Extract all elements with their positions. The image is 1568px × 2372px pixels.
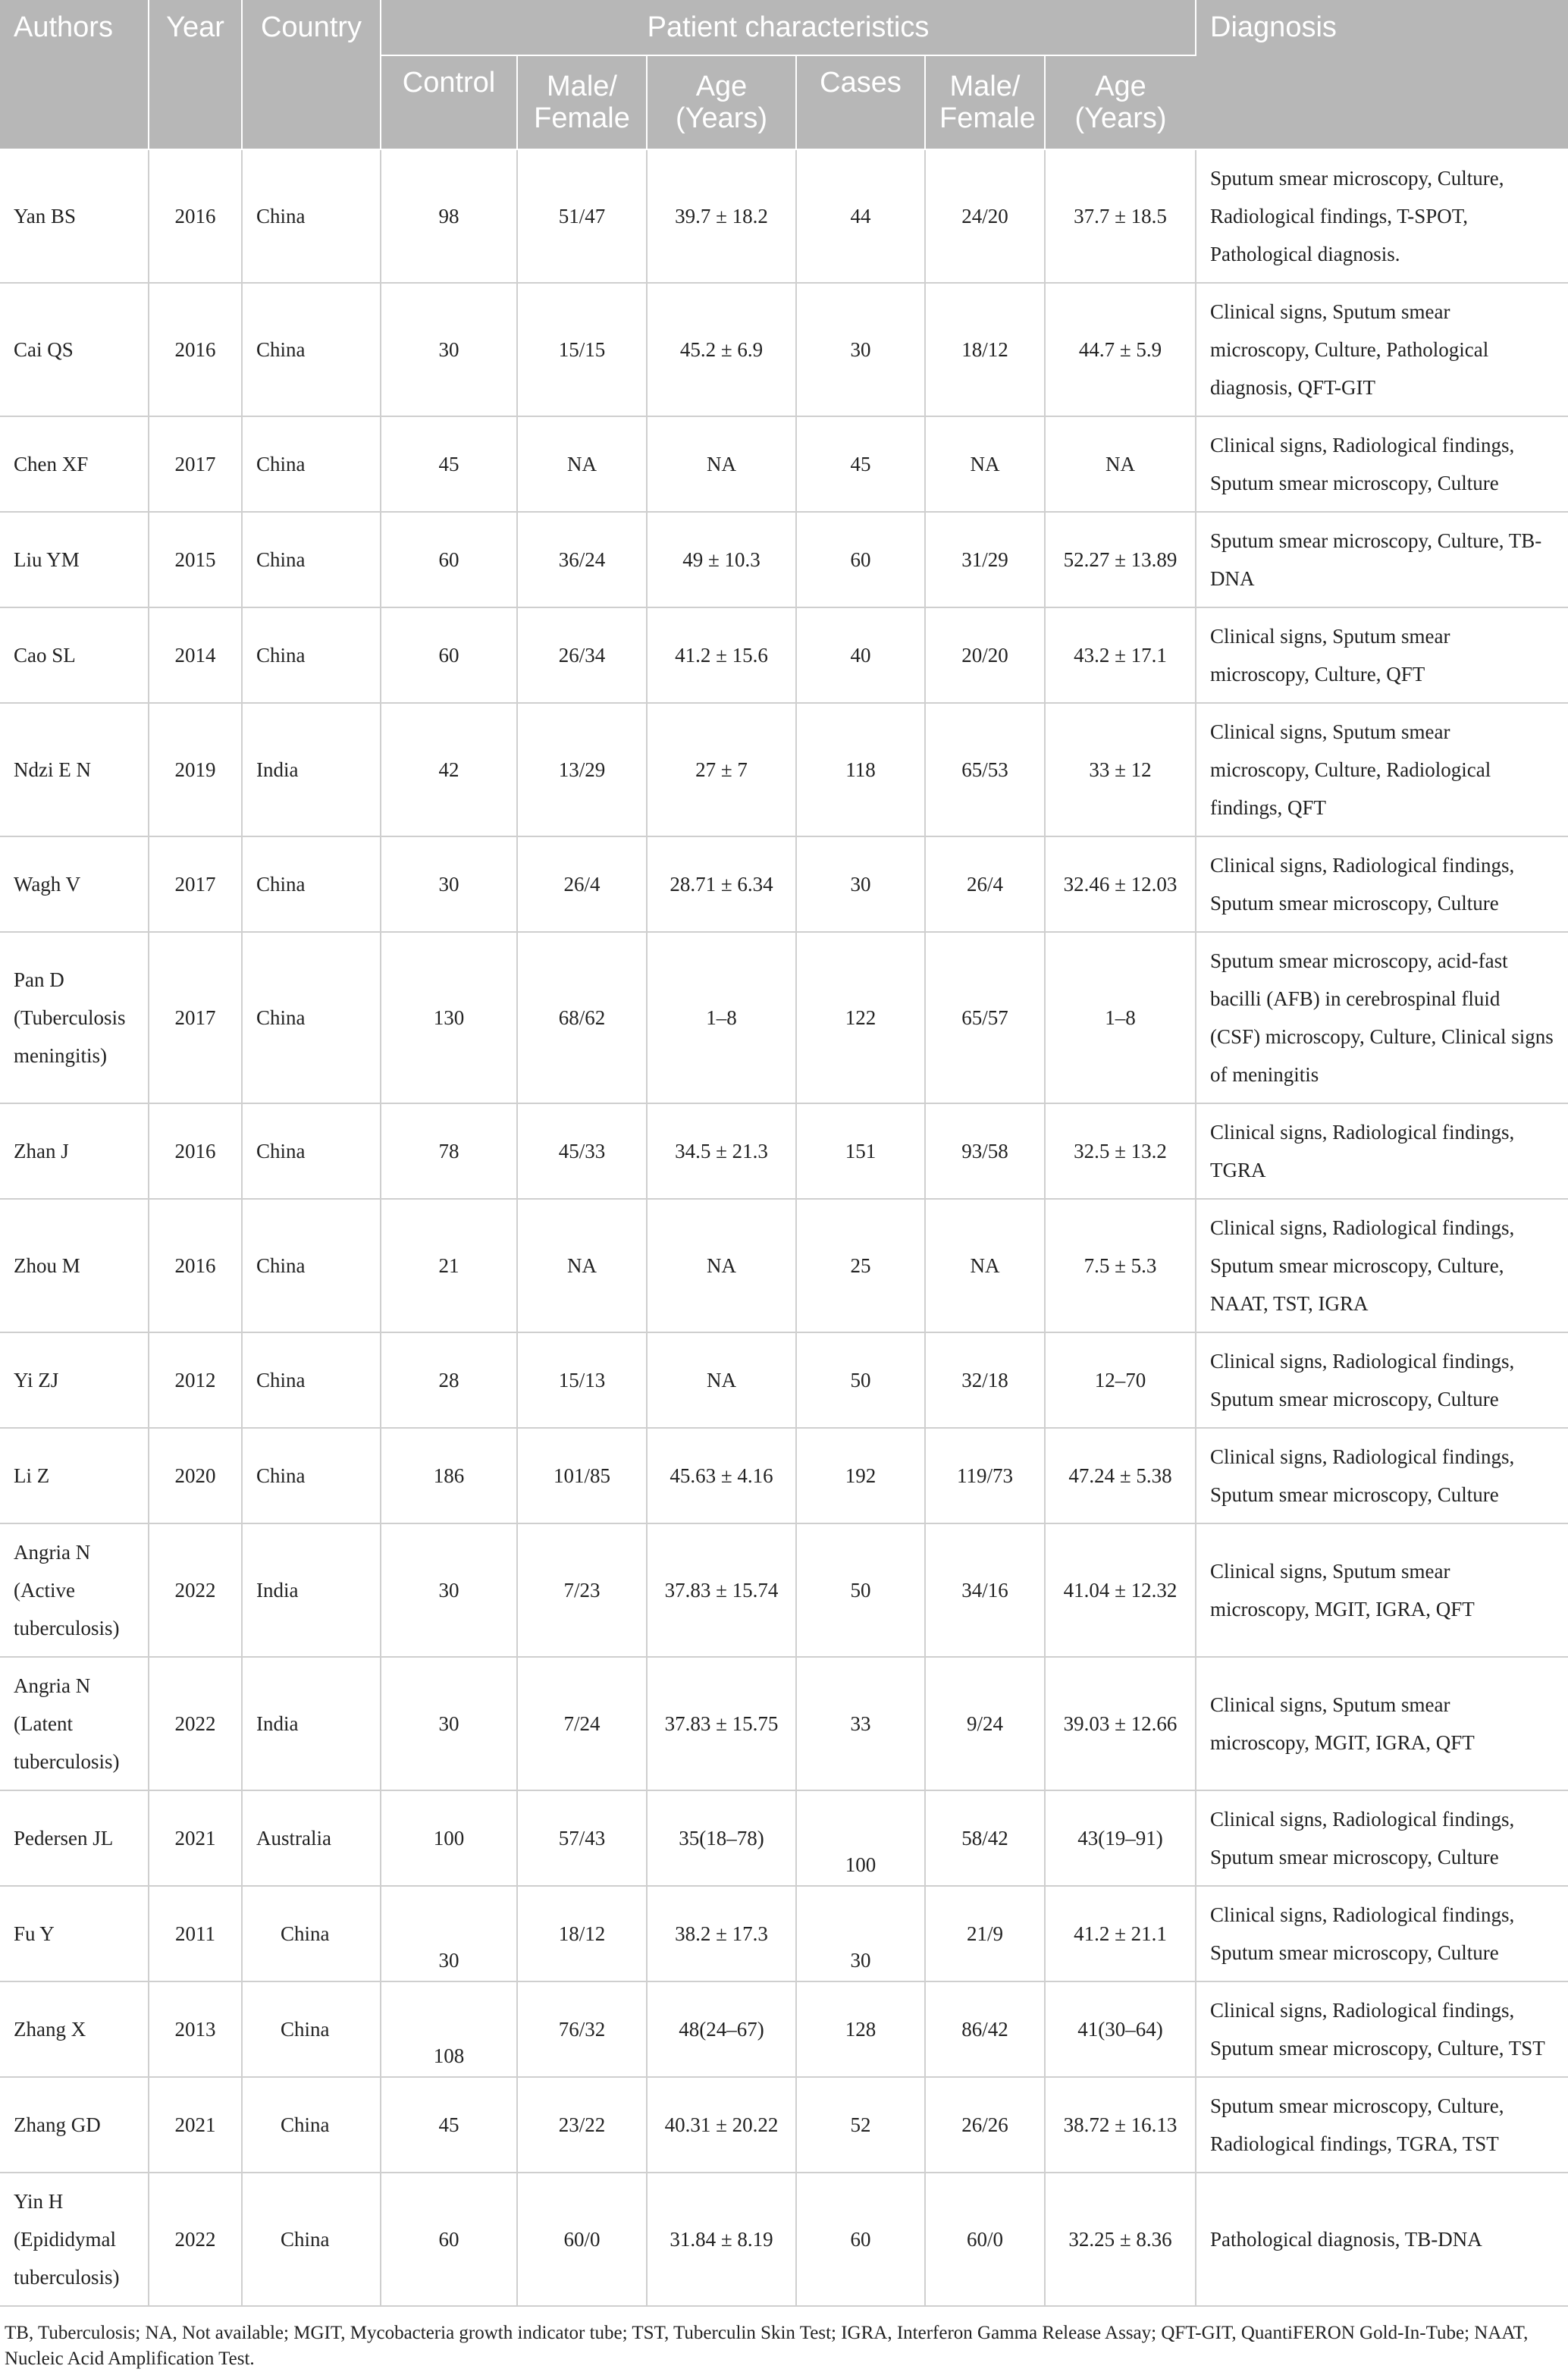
table-row [0,1657,1568,1790]
cell-male-female-control: 76/32 [517,1981,647,2077]
cell-male-female-control: 7/23 [517,1523,647,1657]
cell-country: China [242,836,381,932]
cell-male-female-cases: 119/73 [925,1428,1045,1523]
header-age-cases: Age (Years) [1045,55,1196,149]
cell-cases: 100 [796,1790,925,1886]
cell-author: Pan D (Tuberculosis meningitis) [0,932,149,1103]
cell-control: 45 [381,416,517,512]
header-control: Control [381,55,517,149]
cell-year: 2022 [149,2173,242,2306]
cell-diagnosis: Sputum smear microscopy, Culture, TB-DNA [1196,512,1568,607]
cell-age-cases: 47.24 ± 5.38 [1045,1428,1196,1523]
cell-control: 45 [381,2077,517,2173]
cell-cases: 128 [796,1981,925,2077]
cell-cases: 122 [796,932,925,1103]
cell-author: Fu Y [0,1886,149,1981]
cell-control: 186 [381,1428,517,1523]
cell-male-female-cases: 21/9 [925,1886,1045,1981]
cell-male-female-cases: 86/42 [925,1981,1045,2077]
cell-cases: 30 [796,283,925,416]
cell-control: 100 [381,1790,517,1886]
cell-male-female-control: 23/22 [517,2077,647,2173]
cell-male-female-cases: 93/58 [925,1103,1045,1199]
cell-age-control: 27 ± 7 [647,703,796,836]
cell-diagnosis: Clinical signs, Radiological findings, Sputum smear microscopy, Culture [1196,1790,1568,1886]
cell-country: India [242,1523,381,1657]
cell-male-female-control: 15/13 [517,1332,647,1428]
cell-author: Angria N (Latent tuberculosis) [0,1657,149,1790]
cell-age-control: 41.2 ± 15.6 [647,607,796,703]
cell-cases: 30 [796,836,925,932]
cell-year: 2017 [149,416,242,512]
cell-age-control: 49 ± 10.3 [647,512,796,607]
cell-male-female-cases: 60/0 [925,2173,1045,2306]
cell-year: 2017 [149,932,242,1103]
cell-age-control: NA [647,416,796,512]
cell-cases: 60 [796,512,925,607]
cell-diagnosis: Clinical signs, Sputum smear microscopy, Culture, Pathological diagnosis, QFT-GIT [1196,283,1568,416]
table-row [0,512,1568,607]
cell-cases: 33 [796,1657,925,1790]
cell-author: Cai QS [0,283,149,416]
header-male-female-control: Male/ Female [517,55,647,149]
cell-diagnosis: Sputum smear microscopy, acid-fast bacilli (AFB) in cerebrospinal fluid (CSF) microscopy, Culture, Clinical signs of meningitis [1196,932,1568,1103]
cell-author: Ndzi E N [0,703,149,836]
cell-age-control: 35(18–78) [647,1790,796,1886]
cell-country: China [242,149,381,283]
cell-country: India [242,703,381,836]
cell-male-female-control: 26/4 [517,836,647,932]
cell-control: 28 [381,1332,517,1428]
cell-year: 2021 [149,1790,242,1886]
cell-control: 60 [381,607,517,703]
cell-year: 2016 [149,1199,242,1332]
cell-year: 2011 [149,1886,242,1981]
cell-control: 42 [381,703,517,836]
cell-male-female-control: 45/33 [517,1103,647,1199]
cell-country: China [242,1332,381,1428]
cell-author: Angria N (Active tuberculosis) [0,1523,149,1657]
cell-diagnosis: Clinical signs, Radiological findings, Sputum smear microscopy, Culture [1196,1428,1568,1523]
cell-year: 2016 [149,149,242,283]
cell-diagnosis: Sputum smear microscopy, Culture, Radiological findings, TGRA, TST [1196,2077,1568,2173]
cell-diagnosis: Clinical signs, Sputum smear microscopy, MGIT, IGRA, QFT [1196,1523,1568,1657]
cell-male-female-control: 18/12 [517,1886,647,1981]
table-row [0,149,1568,283]
cell-age-cases: 7.5 ± 5.3 [1045,1199,1196,1332]
cell-year: 2016 [149,283,242,416]
cell-control: 30 [381,1657,517,1790]
cell-cases: 118 [796,703,925,836]
cell-year: 2013 [149,1981,242,2077]
cell-control: 60 [381,2173,517,2306]
table-row [0,1886,1568,1981]
cell-male-female-control: NA [517,416,647,512]
cell-country: China [242,1428,381,1523]
cell-age-cases: 44.7 ± 5.9 [1045,283,1196,416]
table-row [0,607,1568,703]
cell-year: 2020 [149,1428,242,1523]
cell-author: Yan BS [0,149,149,283]
cell-author: Wagh V [0,836,149,932]
cell-author: Yin H (Epididymal tuberculosis) [0,2173,149,2306]
cell-diagnosis: Clinical signs, Radiological findings, TGRA [1196,1103,1568,1199]
table-row [0,2173,1568,2306]
cell-author: Yi ZJ [0,1332,149,1428]
cell-control: 78 [381,1103,517,1199]
cell-male-female-control: 15/15 [517,283,647,416]
cell-cases: 151 [796,1103,925,1199]
cell-age-control: 37.83 ± 15.74 [647,1523,796,1657]
cell-age-control: 38.2 ± 17.3 [647,1886,796,1981]
cell-year: 2022 [149,1523,242,1657]
cell-male-female-cases: 31/29 [925,512,1045,607]
cell-diagnosis: Clinical signs, Radiological findings, Sputum smear microscopy, Culture [1196,416,1568,512]
cell-country: China [242,2077,381,2173]
cell-diagnosis: Pathological diagnosis, TB-DNA [1196,2173,1568,2306]
cell-age-cases: 37.7 ± 18.5 [1045,149,1196,283]
cell-control: 30 [381,836,517,932]
table-row [0,1103,1568,1199]
cell-control: 30 [381,1886,517,1981]
cell-control: 60 [381,512,517,607]
cell-cases: 25 [796,1199,925,1332]
cell-diagnosis: Clinical signs, Radiological findings, Sputum smear microscopy, Culture, NAAT, TST, IGRA [1196,1199,1568,1332]
cell-author: Li Z [0,1428,149,1523]
cell-diagnosis: Sputum smear microscopy, Culture, Radiological findings, T-SPOT, Pathological diagnosis. [1196,149,1568,283]
cell-author: Zhou M [0,1199,149,1332]
cell-cases: 40 [796,607,925,703]
cell-cases: 44 [796,149,925,283]
cell-author: Liu YM [0,512,149,607]
cell-control: 98 [381,149,517,283]
cell-cases: 50 [796,1332,925,1428]
cell-cases: 60 [796,2173,925,2306]
cell-male-female-cases: 58/42 [925,1790,1045,1886]
cell-age-cases: 41.04 ± 12.32 [1045,1523,1196,1657]
cell-country: China [242,416,381,512]
cell-age-control: NA [647,1332,796,1428]
cell-country: China [242,283,381,416]
cell-control: 30 [381,1523,517,1657]
table-row [0,1981,1568,2077]
cell-age-cases: 43(19–91) [1045,1790,1196,1886]
cell-age-cases: 41.2 ± 21.1 [1045,1886,1196,1981]
cell-year: 2017 [149,836,242,932]
cell-male-female-cases: 18/12 [925,283,1045,416]
cell-control: 21 [381,1199,517,1332]
header-cases: Cases [796,55,925,149]
header-age-control: Age (Years) [647,55,796,149]
cell-age-cases: 32.25 ± 8.36 [1045,2173,1196,2306]
table-row [0,1428,1568,1523]
cell-control: 108 [381,1981,517,2077]
cell-author: Pedersen JL [0,1790,149,1886]
cell-year: 2016 [149,1103,242,1199]
cell-country: China [242,607,381,703]
header-patient-characteristics: Patient characteristics [381,0,1196,55]
cell-country: China [242,1981,381,2077]
cell-cases: 52 [796,2077,925,2173]
cell-country: Australia [242,1790,381,1886]
table-row [0,932,1568,1103]
cell-diagnosis: Clinical signs, Radiological findings, Sputum smear microscopy, Culture [1196,836,1568,932]
table-body [0,149,1568,2306]
cell-male-female-cases: 9/24 [925,1657,1045,1790]
cell-age-control: 48(24–67) [647,1981,796,2077]
table-row [0,283,1568,416]
cell-age-cases: 32.5 ± 13.2 [1045,1103,1196,1199]
header-male-female-cases: Male/ Female [925,55,1045,149]
cell-male-female-cases: 24/20 [925,149,1045,283]
cell-age-cases: 43.2 ± 17.1 [1045,607,1196,703]
cell-diagnosis: Clinical signs, Sputum smear microscopy, Culture, Radiological findings, QFT [1196,703,1568,836]
cell-diagnosis: Clinical signs, Radiological findings, Sputum smear microscopy, Culture [1196,1886,1568,1981]
cell-age-cases: 41(30–64) [1045,1981,1196,2077]
cell-country: China [242,932,381,1103]
table-footnote: TB, Tuberculosis; NA, Not available; MGIT, Mycobacteria growth indicator tube; TST, Tuberculin Skin Test; IGRA, Interferon Gamma Release Assay; QFT-GIT, QuantiFERON Gold-In-Tube; NAAT, Nucleic Acid Amplification Test. [5,2323,1529,2369]
table-row [0,416,1568,512]
cell-year: 2022 [149,1657,242,1790]
cell-year: 2021 [149,2077,242,2173]
cell-age-control: 39.7 ± 18.2 [647,149,796,283]
cell-male-female-control: 26/34 [517,607,647,703]
cell-age-control: 45.2 ± 6.9 [647,283,796,416]
table-row [0,1199,1568,1332]
cell-country: China [242,1103,381,1199]
cell-age-cases: NA [1045,416,1196,512]
cell-age-control: 28.71 ± 6.34 [647,836,796,932]
cell-cases: 30 [796,1886,925,1981]
cell-male-female-control: 57/43 [517,1790,647,1886]
header-country: Country [242,0,381,149]
cell-age-cases: 39.03 ± 12.66 [1045,1657,1196,1790]
header-diagnosis: Diagnosis [1196,0,1568,149]
table-row [0,2077,1568,2173]
cell-diagnosis: Clinical signs, Sputum smear microscopy, Culture, QFT [1196,607,1568,703]
table-row [0,1790,1568,1886]
cell-author: Zhan J [0,1103,149,1199]
cell-age-cases: 12–70 [1045,1332,1196,1428]
cell-male-female-cases: 65/57 [925,932,1045,1103]
cell-age-control: 37.83 ± 15.75 [647,1657,796,1790]
cell-country: China [242,1199,381,1332]
cell-male-female-cases: 26/4 [925,836,1045,932]
cell-author: Chen XF [0,416,149,512]
table-row [0,1332,1568,1428]
cell-age-control: 31.84 ± 8.19 [647,2173,796,2306]
table-header [0,0,1568,149]
cell-male-female-cases: 20/20 [925,607,1045,703]
cell-male-female-control: 68/62 [517,932,647,1103]
cell-control: 30 [381,283,517,416]
cell-diagnosis: Clinical signs, Radiological findings, Sputum smear microscopy, Culture [1196,1332,1568,1428]
cell-age-cases: 33 ± 12 [1045,703,1196,836]
header-authors: Authors [0,0,149,149]
cell-country: China [242,512,381,607]
cell-male-female-cases: NA [925,416,1045,512]
cell-year: 2019 [149,703,242,836]
table-row [0,1523,1568,1657]
cell-author: Zhang GD [0,2077,149,2173]
cell-male-female-control: 36/24 [517,512,647,607]
cell-year: 2014 [149,607,242,703]
cell-age-control: 1–8 [647,932,796,1103]
cell-age-cases: 38.72 ± 16.13 [1045,2077,1196,2173]
cell-author: Zhang X [0,1981,149,2077]
cell-age-control: 34.5 ± 21.3 [647,1103,796,1199]
cell-diagnosis: Clinical signs, Sputum smear microscopy, MGIT, IGRA, QFT [1196,1657,1568,1790]
cell-cases: 45 [796,416,925,512]
cell-male-female-cases: 34/16 [925,1523,1045,1657]
cell-male-female-cases: 65/53 [925,703,1045,836]
cell-age-control: 40.31 ± 20.22 [647,2077,796,2173]
cell-male-female-control: NA [517,1199,647,1332]
cell-country: China [242,2173,381,2306]
cell-diagnosis: Clinical signs, Radiological findings, Sputum smear microscopy, Culture, TST [1196,1981,1568,2077]
cell-control: 130 [381,932,517,1103]
cell-male-female-control: 13/29 [517,703,647,836]
header-year: Year [149,0,242,149]
cell-male-female-control: 60/0 [517,2173,647,2306]
cell-age-cases: 32.46 ± 12.03 [1045,836,1196,932]
cell-male-female-control: 101/85 [517,1428,647,1523]
cell-age-cases: 52.27 ± 13.89 [1045,512,1196,607]
cell-male-female-control: 7/24 [517,1657,647,1790]
cell-cases: 50 [796,1523,925,1657]
cell-year: 2012 [149,1332,242,1428]
table-row [0,703,1568,836]
cell-age-control: NA [647,1199,796,1332]
cell-year: 2015 [149,512,242,607]
cell-age-control: 45.63 ± 4.16 [647,1428,796,1523]
cell-author: Cao SL [0,607,149,703]
cell-male-female-cases: NA [925,1199,1045,1332]
table-row [0,836,1568,932]
cell-country: China [242,1886,381,1981]
cell-male-female-cases: 32/18 [925,1332,1045,1428]
cell-male-female-control: 51/47 [517,149,647,283]
cell-cases: 192 [796,1428,925,1523]
cell-country: India [242,1657,381,1790]
cell-age-cases: 1–8 [1045,932,1196,1103]
cell-male-female-cases: 26/26 [925,2077,1045,2173]
